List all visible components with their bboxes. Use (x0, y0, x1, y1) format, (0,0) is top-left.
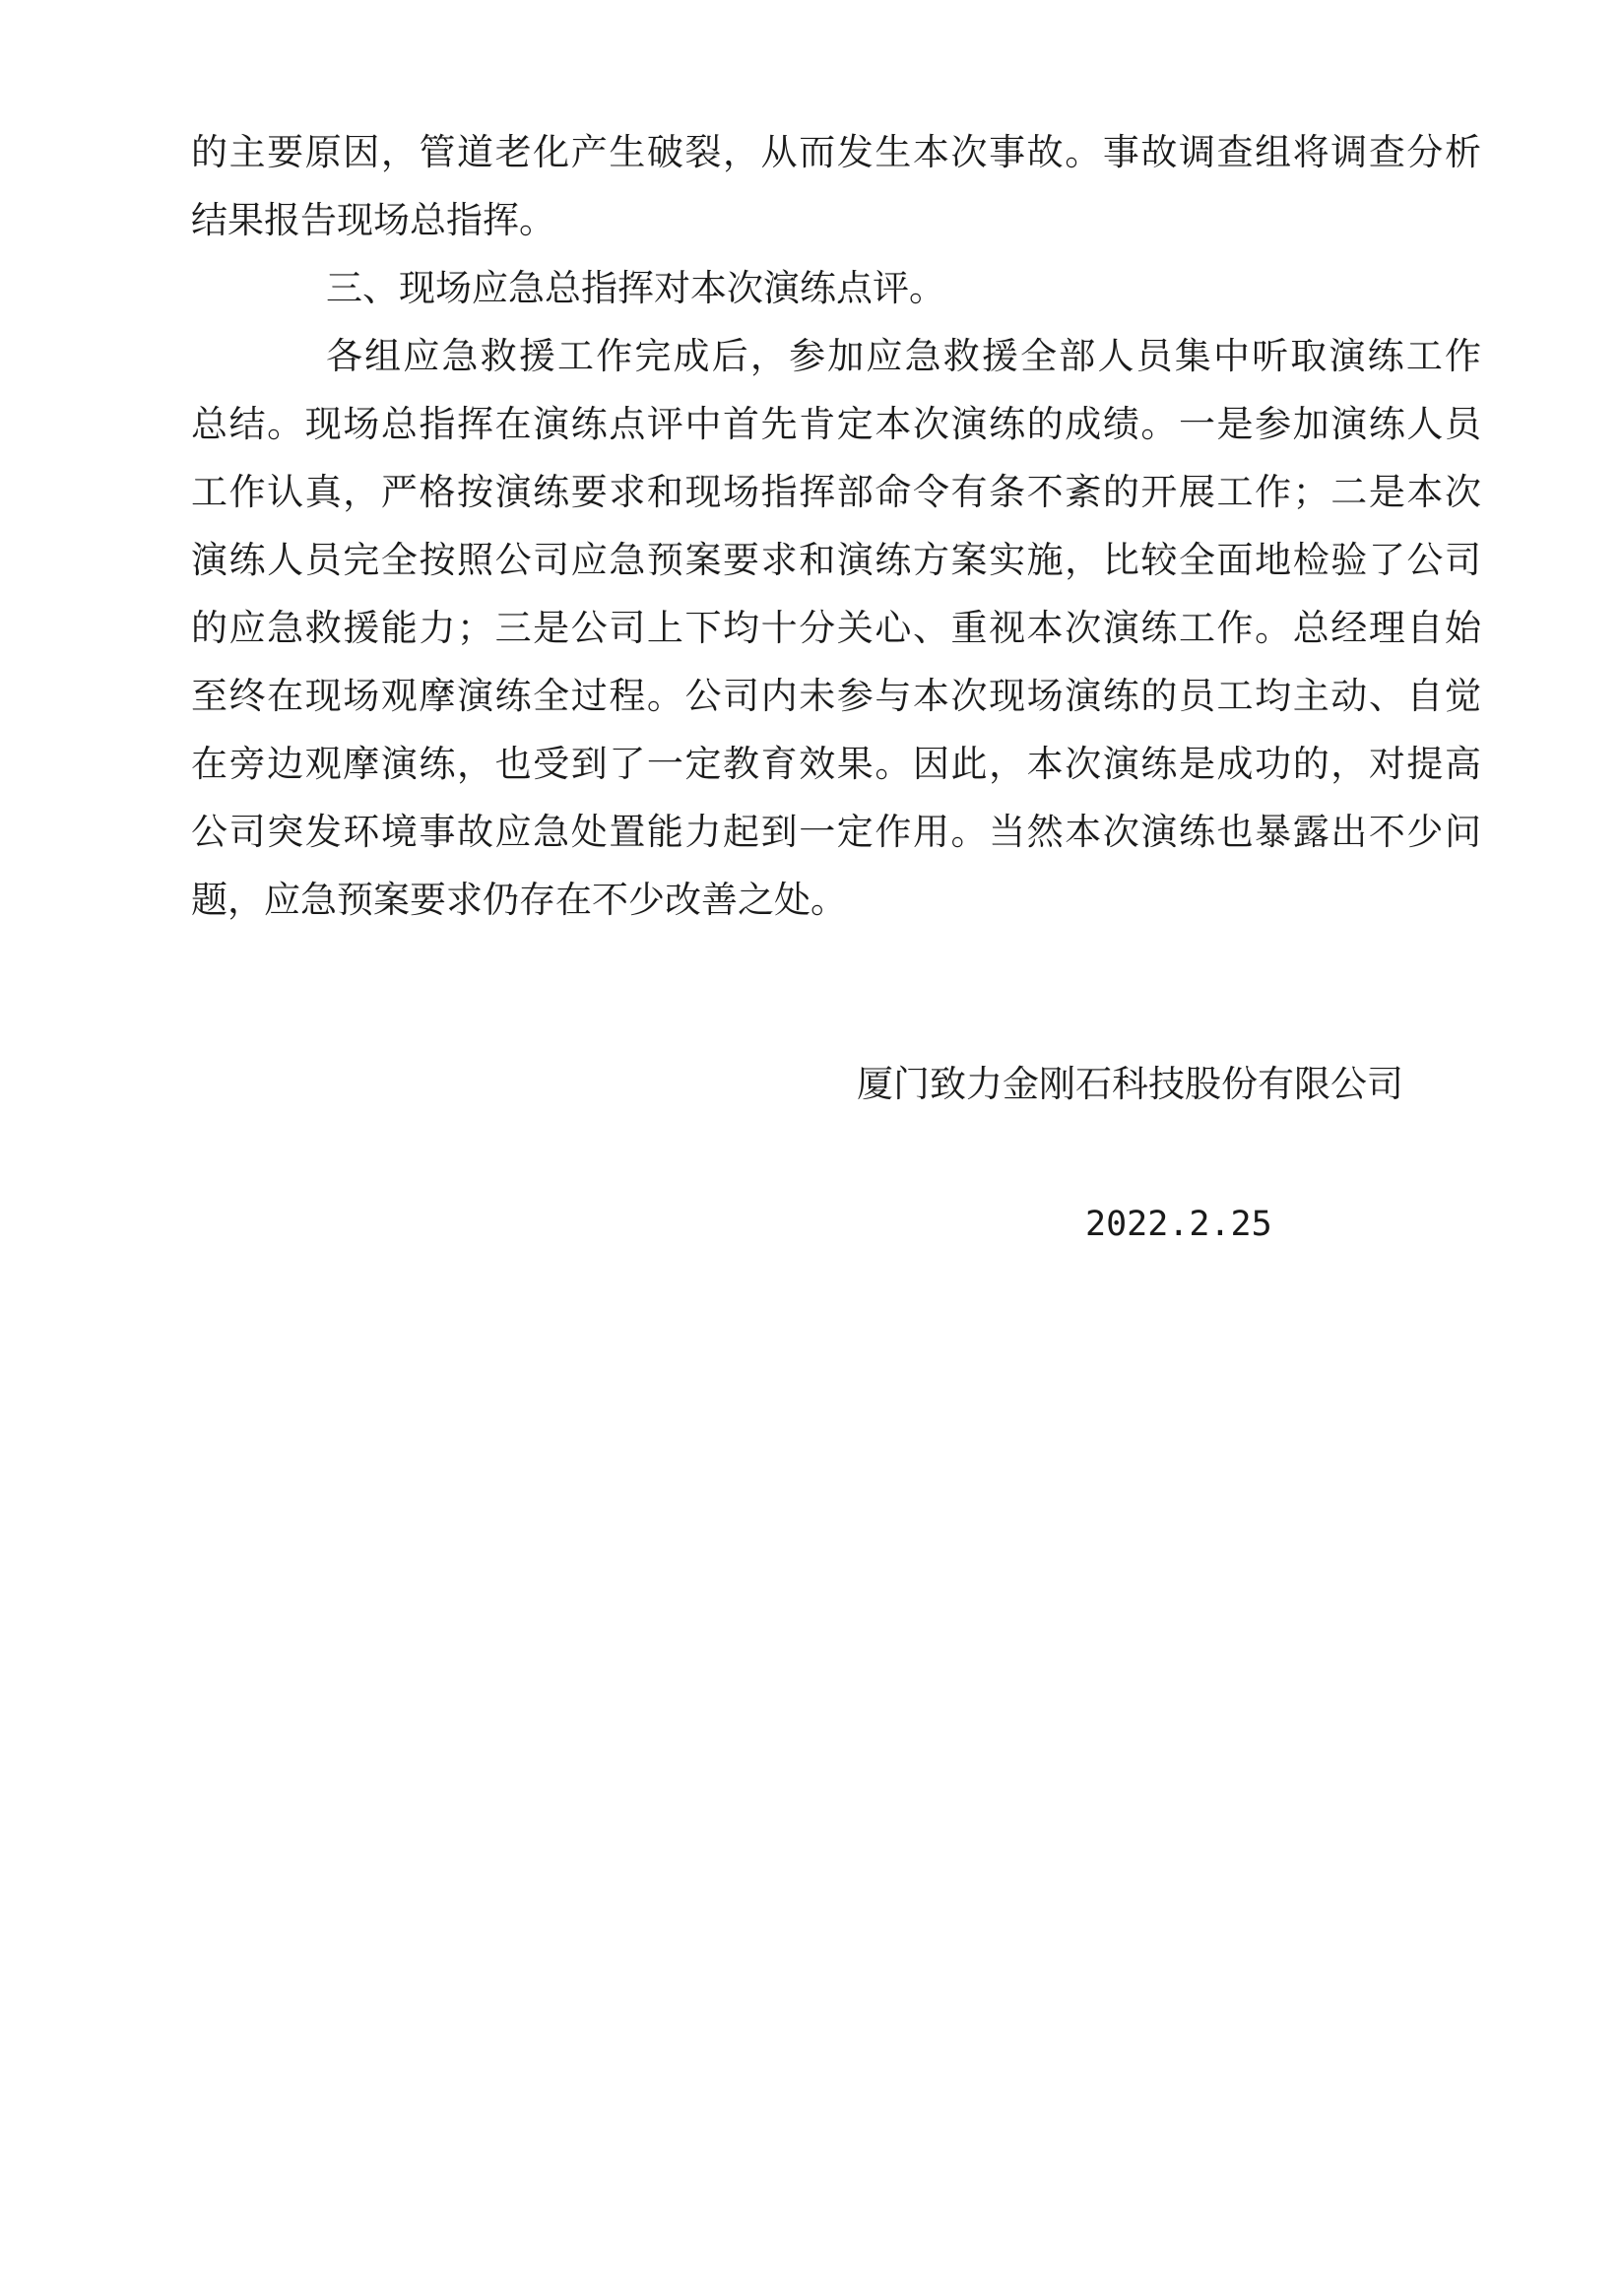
paragraph-line: 公司突发环境事故应急处置能力起到一定作用。当然本次演练也暴露出不少问 (191, 811, 1481, 853)
signature-date: 2022.2.25 (1085, 1205, 1272, 1244)
paragraph-line: 各组应急救援工作完成后，参加应急救援全部人员集中听取演练工作 (326, 335, 1481, 377)
paragraph-line: 总结。现场总指挥在演练点评中首先肯定本次演练的成绩。一是参加演练人员 (191, 403, 1481, 445)
document-body (191, 118, 1481, 934)
paragraph-line: 的应急救援能力；三是公司上下均十分关心、重视本次演练工作。总经理自始 (191, 607, 1481, 649)
paragraph-line: 演练人员完全按照公司应急预案要求和演练方案实施，比较全面地检验了公司 (191, 539, 1481, 581)
paragraph-line: 工作认真，严格按演练要求和现场指挥部命令有条不紊的开展工作；二是本次 (191, 471, 1481, 513)
paragraph-line: 题，应急预案要求仍存在不少改善之处。 (191, 879, 847, 921)
section-heading: 三、现场应急总指挥对本次演练点评。 (326, 267, 945, 309)
paragraph-line: 在旁边观摩演练，也受到了一定教育效果。因此，本次演练是成功的，对提高 (191, 743, 1481, 785)
paragraph-line: 至终在现场观摩演练全过程。公司内未参与本次现场演练的员工均主动、自觉 (191, 675, 1481, 717)
paragraph-line: 结果报告现场总指挥。 (191, 199, 555, 241)
signature-company: 厦门致力金刚石科技股份有限公司 (857, 1063, 1403, 1105)
paragraph-line: 的主要原因，管道老化产生破裂，从而发生本次事故。事故调查组将调查分析 (191, 131, 1481, 173)
